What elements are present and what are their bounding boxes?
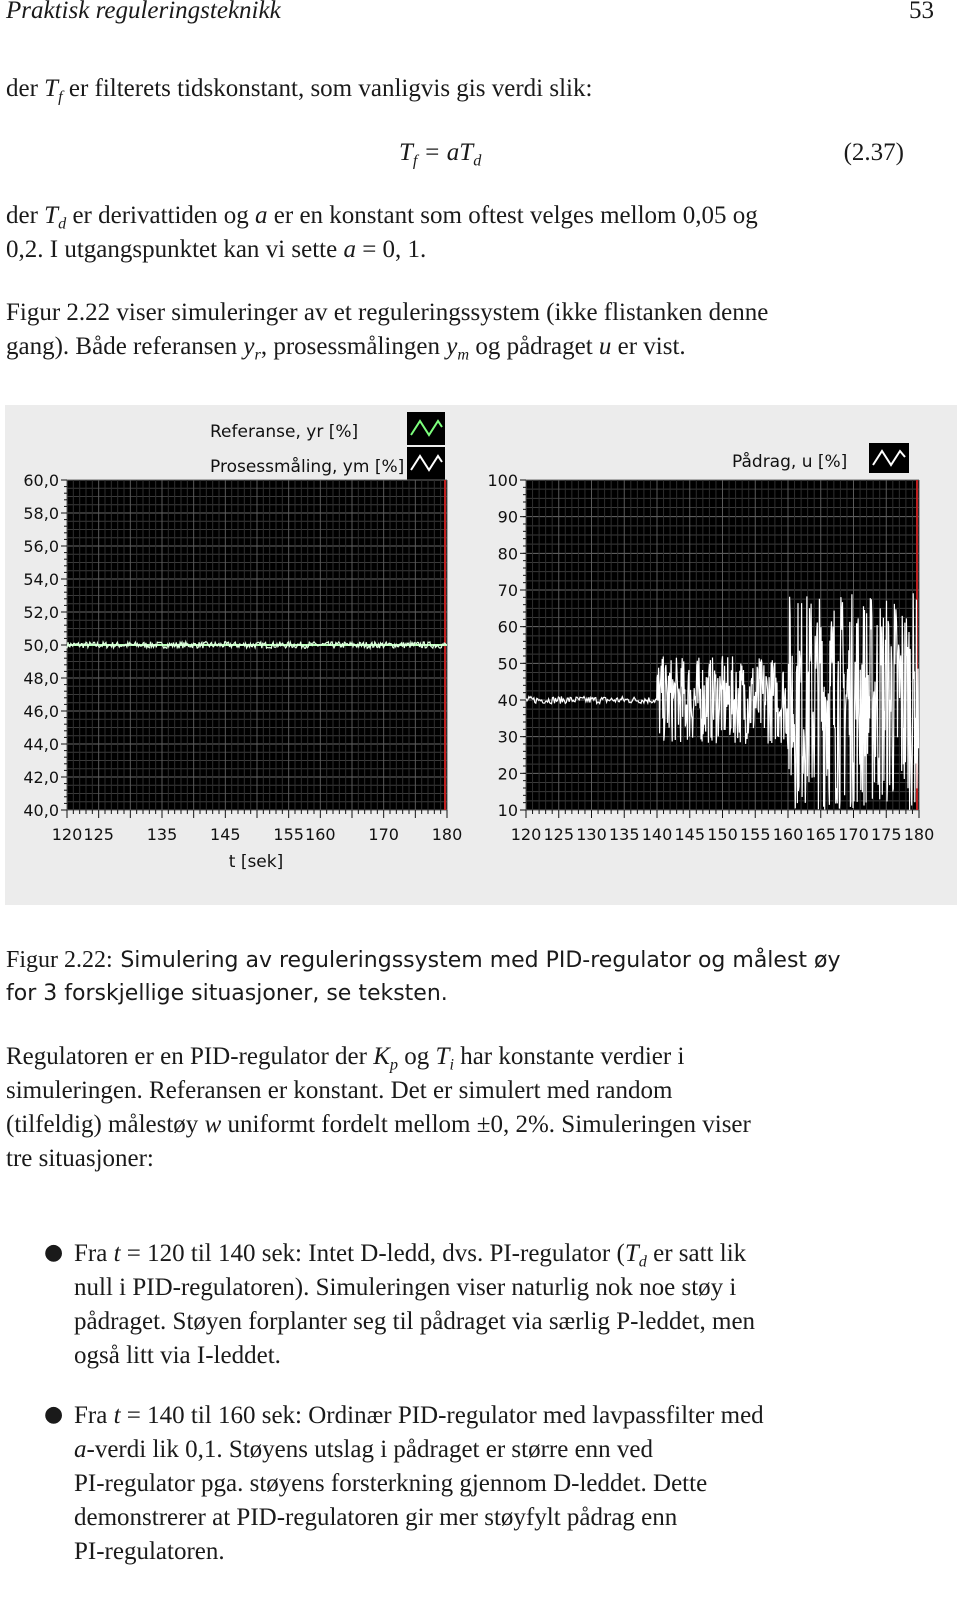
text-run: gang). Både referansen xyxy=(6,333,244,360)
caption-text-line2: for 3 forskjellige situasjoner, se teksten. xyxy=(6,981,448,1006)
text-run: = 120 til 140 sek: Intet D-ledd, dvs. PI-regulator ( xyxy=(120,1240,625,1267)
math-var: y xyxy=(243,333,255,360)
bullet1-line1 xyxy=(74,1237,746,1271)
text-run: er en konstant som oftest velges mellom 0,05 og xyxy=(267,202,758,229)
x-tick-label: 170 xyxy=(838,825,869,844)
x-tick-label: 165 xyxy=(805,825,837,844)
math-var: T xyxy=(459,139,474,166)
text-run: er derivattiden og xyxy=(66,202,256,229)
y-tick-label: 90 xyxy=(497,507,518,527)
y-tick-label: 100 xyxy=(487,471,518,490)
paragraph-regulator-l1 xyxy=(6,1040,684,1074)
x-tick-label: 120 xyxy=(510,825,542,844)
x-tick-label: 125 xyxy=(543,825,575,844)
x-tick-label: 130 xyxy=(576,825,607,844)
figure-caption xyxy=(6,942,841,978)
x-tick-label: 145 xyxy=(674,825,706,844)
text-run: -verdi lik 0,1. Støyens utslag i pådraget er større enn ved xyxy=(86,1436,654,1463)
bullet2-line4: demonstrerer at PID-regulatoren gir mer støyfylt pådrag enn xyxy=(74,1504,678,1531)
text-run: 0,2. I utgangspunktet kan vi sette xyxy=(6,236,344,263)
paragraph-derivative-time-l2 xyxy=(6,233,426,267)
text-run: = 0, 1. xyxy=(355,236,427,263)
paragraph-regulator-l2: simuleringen. Referansen er konstant. Det er simulert med random xyxy=(6,1077,673,1104)
bullet-marker: ● xyxy=(44,1240,64,1265)
x-tick-label: 180 xyxy=(431,825,463,844)
text-run: Regulatoren er en PID-regulator der xyxy=(6,1043,374,1070)
bullet1-line2: null i PID-regulatoren). Simuleringen viser naturlig nok noe støy i xyxy=(74,1274,737,1301)
x-tick-label: 160 xyxy=(772,825,804,844)
x-axis-label: t [sek] xyxy=(228,852,284,872)
x-tick-label: 135 xyxy=(146,825,178,844)
math-var: T xyxy=(44,75,59,102)
math-subscript: d xyxy=(638,1252,647,1271)
bullet1-line3: pådraget. Støyen forplanter seg til pådraget via særlig P-leddet, men xyxy=(74,1308,756,1335)
x-tick-label: 170 xyxy=(368,825,399,844)
left-plot-area xyxy=(23,471,462,844)
x-tick-label: 125 xyxy=(83,825,114,844)
equation-2-37 xyxy=(399,136,481,170)
x-tick-label: 150 xyxy=(707,825,738,844)
running-header-title: Praktisk reguleringsteknikk xyxy=(6,0,281,24)
bullet1-line4: også litt via I-leddet. xyxy=(74,1342,281,1369)
bullet2-line5: PI-regulatoren. xyxy=(74,1538,225,1565)
y-tick-label: 54,0 xyxy=(23,570,59,589)
text-run: Fra xyxy=(74,1402,114,1429)
text-run: har konstante verdier i xyxy=(453,1043,685,1070)
y-tick-label: 30 xyxy=(497,727,518,747)
paragraph-figure-ref-l2 xyxy=(6,330,686,364)
math-var: u xyxy=(598,333,612,360)
y-tick-label: 56,0 xyxy=(23,537,59,556)
math-var: a xyxy=(343,236,356,263)
legend-swatch-control-signal xyxy=(869,443,909,473)
math-var: a xyxy=(74,1436,87,1463)
caption-label: Figur 2.22: xyxy=(6,947,113,973)
y-tick-label: 20 xyxy=(497,764,518,784)
text-run: , prosessmålingen xyxy=(260,333,447,360)
math-subscript: d xyxy=(473,151,482,170)
y-tick-label: 42,0 xyxy=(23,768,59,787)
x-tick-label: 140 xyxy=(641,825,673,844)
y-tick-label: 70 xyxy=(497,581,518,600)
text-run: der xyxy=(6,202,45,229)
legend-label-control-signal: Pådrag, u [%] xyxy=(732,452,848,472)
y-tick-label: 48,0 xyxy=(23,669,59,688)
figure-svg xyxy=(5,405,957,905)
paragraph-figure-ref-l1: Figur 2.22 viser simuleringer av et reguleringssystem (ikke flistanken denne xyxy=(6,299,769,326)
text-run: uniformt fordelt mellom ±0, 2%. Simuleringen viser xyxy=(221,1111,751,1138)
y-tick-label: 46,0 xyxy=(23,702,59,721)
y-tick-label: 40,0 xyxy=(23,801,59,820)
text-run: og pådraget xyxy=(469,333,599,360)
y-tick-label: 52,0 xyxy=(23,603,59,622)
x-tick-label: 135 xyxy=(608,825,640,844)
x-tick-label: 120 xyxy=(51,825,83,844)
math-var: T xyxy=(624,1240,639,1267)
math-var: y xyxy=(446,333,458,360)
caption-text-line1: Simulering av reguleringssystem med PID-regulator og målest øy xyxy=(120,948,841,973)
math-var: t xyxy=(113,1240,121,1267)
equation-number: (2.37) xyxy=(843,139,904,166)
y-tick-label: 58,0 xyxy=(23,504,59,523)
math-subscript: d xyxy=(58,214,67,233)
math-var: a xyxy=(255,202,268,229)
bullet2-line1 xyxy=(74,1399,764,1433)
math-subscript: p xyxy=(389,1055,399,1074)
math-var: t xyxy=(113,1402,121,1429)
y-tick-label: 40 xyxy=(497,691,518,710)
y-tick-label: 60 xyxy=(497,617,518,637)
text-run: er filterets tidskonstant, som vanligvis gis verdi slik: xyxy=(62,75,593,102)
y-tick-label: 60,0 xyxy=(23,471,59,490)
y-tick-label: 44,0 xyxy=(23,735,59,754)
y-tick-label: 50,0 xyxy=(23,636,59,655)
text-run: = 140 til 160 sek: Ordinær PID-regulator med lavpassfilter med xyxy=(120,1402,764,1429)
text-run: (tilfeldig) målestøy xyxy=(6,1111,205,1138)
math-var: T xyxy=(399,139,413,166)
bullet2-line3: PI-regulator pga. støyens forsterkning gjennom D-leddet. Dette xyxy=(74,1470,708,1497)
text-run: er vist. xyxy=(611,333,686,360)
x-tick-label: 160 xyxy=(305,825,336,844)
x-tick-label: 155 xyxy=(273,825,304,844)
text-run: er satt lik xyxy=(646,1240,747,1267)
page-number: 53 xyxy=(909,0,934,24)
x-tick-label: 145 xyxy=(210,825,241,844)
paragraph-regulator-l3 xyxy=(6,1108,751,1142)
math-subscript: i xyxy=(449,1055,454,1074)
y-tick-label: 80 xyxy=(497,544,518,564)
text-run: der xyxy=(6,75,45,102)
text-run: Fra xyxy=(74,1240,114,1267)
math-subscript: r xyxy=(254,345,261,364)
paragraph-derivative-time-l1 xyxy=(6,199,758,233)
bullet-marker: ● xyxy=(44,1402,64,1427)
figure-2-22 xyxy=(5,405,957,905)
math-var: K xyxy=(373,1043,390,1070)
math-var: T xyxy=(44,202,59,229)
x-tick-label: 180 xyxy=(903,825,935,844)
bullet2-line2 xyxy=(74,1433,653,1467)
text-run: og xyxy=(398,1043,436,1070)
math-var: T xyxy=(435,1043,450,1070)
math-operator: = a xyxy=(417,139,460,166)
x-tick-label: 175 xyxy=(870,825,902,844)
math-subscript: f xyxy=(412,151,418,170)
math-subscript: f xyxy=(58,87,63,106)
paragraph-filter-intro xyxy=(6,72,592,106)
right-plot-area xyxy=(487,471,934,844)
y-tick-label: 50 xyxy=(497,654,518,674)
paragraph-regulator-l4: tre situasjoner: xyxy=(6,1145,154,1172)
legend-label-measurement: Prosessmåling, ym [%] xyxy=(210,457,405,477)
math-subscript: m xyxy=(457,345,470,364)
math-var: w xyxy=(204,1111,222,1138)
legend-label-reference: Referanse, yr [%] xyxy=(210,422,359,442)
y-tick-label: 10 xyxy=(497,801,518,820)
x-tick-label: 155 xyxy=(739,825,771,844)
